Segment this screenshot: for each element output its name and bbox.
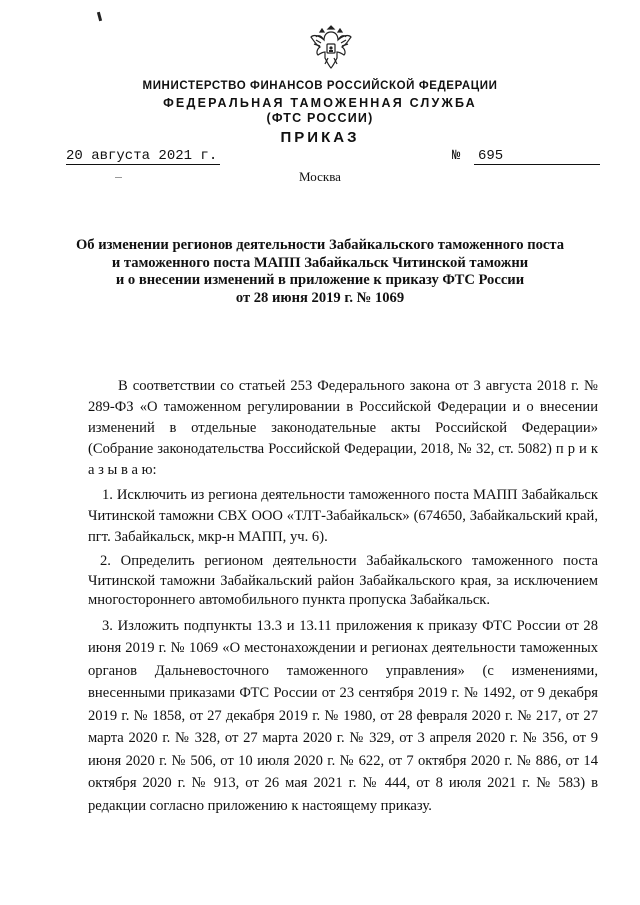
body-paragraph-item-2: 2. Определить регионом деятельности Забайкальского таможенного поста Читинской таможни Забайкальский район Забайкальского края, за исключением многостороннего автомобильного пункта пропуска Забайкальск.	[88, 553, 598, 608]
service-short-name: (ФТС РОССИИ)	[266, 111, 374, 125]
body-paragraph-item-1: 1. Исключить из региона деятельности таможенного поста МАПП Забайкальск Читинской таможни СВХ ООО «ТЛТ-Забайкальск» (674650, Забайкальский край, пгт. Забайкальск, мкр-н МАПП, уч. 6).	[88, 487, 598, 545]
heading-line: Об изменении регионов деятельности Забайкальского таможенного поста	[75, 237, 565, 253]
heading-line: и о внесении изменений в приложение к приказу ФТС России	[115, 272, 525, 288]
russian-coat-of-arms-icon	[308, 22, 354, 72]
service-name: ФЕДЕРАЛЬНАЯ ТАМОЖЕННАЯ СЛУЖБА	[163, 96, 477, 110]
order-body	[88, 376, 598, 817]
ministry-name: МИНИСТЕРСТВО ФИНАНСОВ РОССИЙСКОЙ ФЕДЕРАЦИИ	[142, 80, 498, 92]
scan-smudge	[115, 177, 122, 178]
order-title: ПРИКАЗ	[280, 129, 360, 146]
order-heading	[60, 237, 580, 307]
heading-line: и таможенного поста МАПП Забайкальск Читинской таможни	[111, 254, 529, 271]
body-paragraph-item-3: 3. Изложить подпункты 13.3 и 13.11 приложения к приказу ФТС России от 28 июня 2019 г. № 1069 «О местонахождении и регионах деятельности таможенных органов Дальневосточного таможенного управления» (с изменениями, внесенными приказами ФТС России от 23 сентября 2019 г. № 1492, от 9 декабря 2019 г. № 1858, от 27 декабря 2019 г. № 1980, от 28 февраля 2020 г. № 217, от 27 марта 2020 г. № 328, от 27 марта 2020 г. № 329, от 3 апреля 2020 г. № 356, от 9 июня 2020 г. № 506, от 10 июля 2020 г. № 622, от 7 октября 2020 г. № 886, от 14 октября 2020 г. № 913, от 26 мая 2021 г. № 444, от 8 июля 2021 г. № 583) в редакции согласно приложению к настоящему приказу.	[88, 617, 598, 814]
order-number-sign: №	[452, 148, 461, 164]
scan-mark	[97, 12, 102, 21]
body-paragraph-preamble: В соответствии со статьей 253 Федерального закона от 3 августа 2018 г. № 289-ФЗ «О таможенном регулировании в Российской Федерации и о внесении изменений в отдельные законодательные акты Российской Федерации» (Собрание законодательства Российской Федерации, 2018, № 32, ст. 5082) п р и к а з ы в а ю:	[88, 378, 598, 478]
order-city: Москва	[299, 169, 341, 184]
order-number: 695	[474, 148, 600, 165]
order-date: 20 августа 2021 г.	[66, 148, 220, 165]
heading-line: от 28 июня 2019 г. № 1069	[235, 289, 405, 306]
